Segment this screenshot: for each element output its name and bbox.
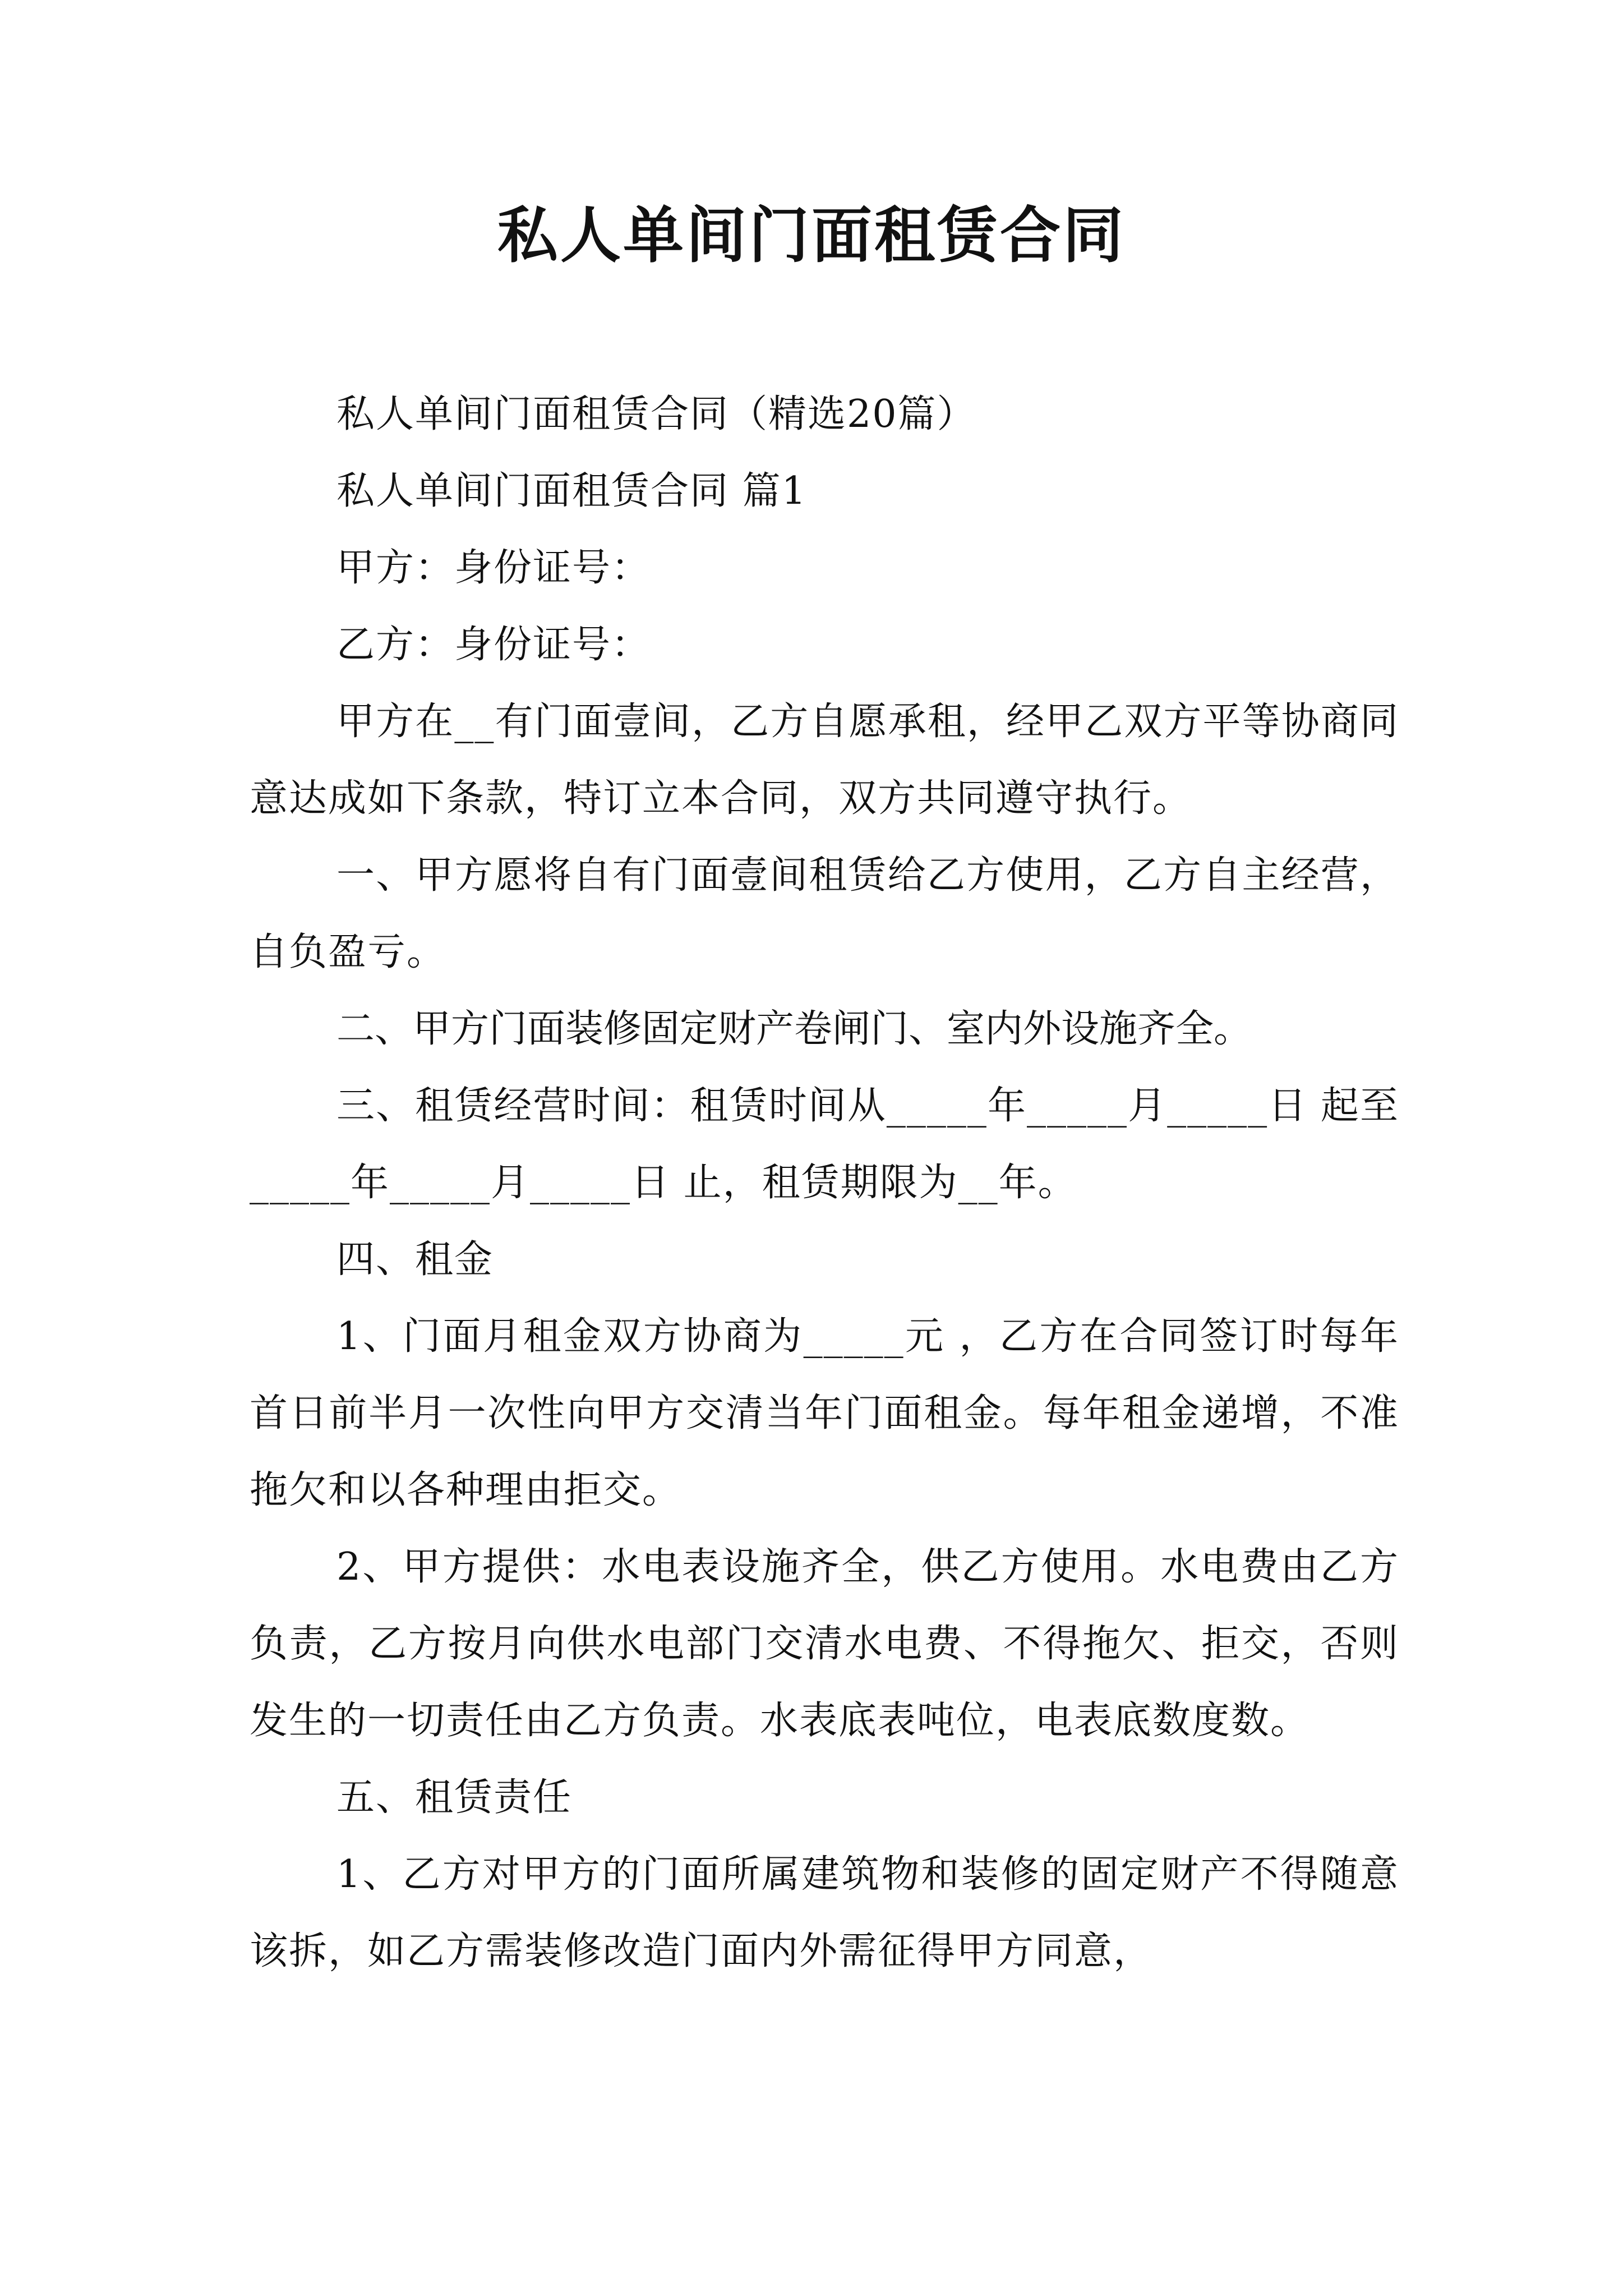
paragraph-party-b: 乙方：身份证号：: [336, 623, 651, 667]
paragraph-clause-5-heading: 五、租赁责任: [336, 1775, 573, 1820]
paragraph-clause-2: 二、甲方门面装修固定财产卷闸门、室内外设施齐全。: [336, 1007, 1252, 1051]
paragraph-section-heading: 私人单间门面租赁合同 篇1: [336, 469, 807, 513]
paragraph-liability-1: 1、乙方对甲方的门面所属建筑物和装修的固定财产不得随意该拆，如乙方需装修改造门面内外需征得甲方同意，: [250, 1852, 1399, 1973]
document-title: 私人单间门面租赁合同: [497, 200, 1126, 271]
document-body: [250, 376, 1399, 1990]
paragraph-clause-4-heading: 四、租金: [336, 1237, 494, 1282]
paragraph-preamble: 甲方在__有门面壹间，乙方自愿承租，经甲乙双方平等协商同意达成如下条款，特订立本合同，双方共同遵守执行。: [250, 700, 1399, 821]
paragraph-subtitle: 私人单间门面租赁合同（精选20篇）: [336, 392, 976, 436]
paragraph-rent-2: 2、甲方提供：水电表设施齐全，供乙方使用。水电费由乙方负责，乙方按月向供水电部门交清水电费、不得拖欠、拒交，否则发生的一切责任由乙方负责。水表底表吨位，电表底数度数。: [250, 1545, 1399, 1743]
paragraph-clause-3: 三、租赁经营时间：租赁时间从_____年_____月_____日 起至_____年_____月_____日 止，租赁期限为__年。: [250, 1084, 1399, 1205]
paragraph-rent-1: 1、门面月租金双方协商为_____元 ，乙方在合同签订时每年首日前半月一次性向甲方交清当年门面租金。每年租金递增，不准拖欠和以各种理由拒交。: [250, 1314, 1399, 1512]
paragraph-clause-1: 一、甲方愿将自有门面壹间租赁给乙方使用，乙方自主经营，自负盈亏。: [250, 853, 1399, 974]
paragraph-party-a: 甲方：身份证号：: [336, 546, 651, 590]
